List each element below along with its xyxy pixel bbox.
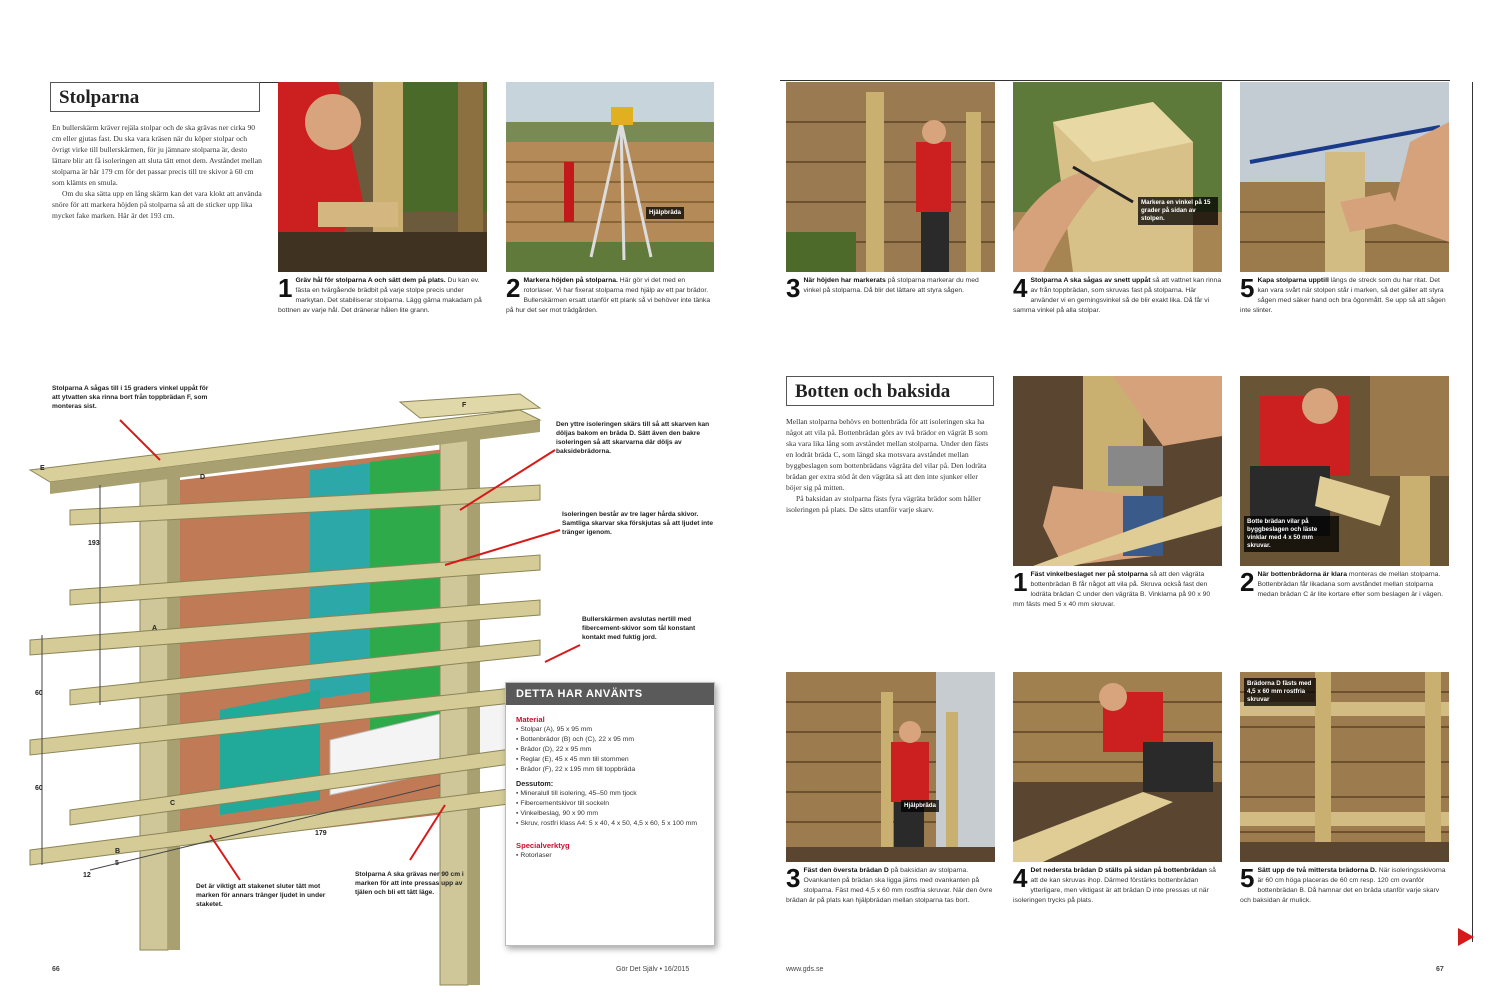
photo-bot-3-label: Brädorna D fästs med 4,5 x 60 mm rostfria skruvar bbox=[1244, 678, 1316, 706]
callout-insulation-layers: Isoleringen består av tre lager hårda skivor. Samtliga skarvar ska förskjutas så att ljudet inte tränger igenom. bbox=[562, 511, 713, 536]
step-text: När isoleringsskivorna är 60 cm höga placeras de 60 cm resp. 120 cm ovanför bottenbrädan B. Då hamnar det en bräda utanför varje skarv och baksidan är mulick. bbox=[1240, 867, 1446, 904]
photo-marking-angle bbox=[786, 82, 995, 272]
label-d: D bbox=[200, 474, 206, 481]
list-item: ▪ Rotorlaser bbox=[516, 851, 704, 861]
list-item: ▪ Skruv, rostfri klass A4: 5 x 40, 4 x 50, 4,5 x 60, 5 x 100 mm bbox=[516, 819, 704, 829]
step-text: så att vattnet kan rinna av från toppbrädan, som skruvas fast på stolparna. Här använder vi en gerningsvinkel så de blir exakt lika. Då får vi samma vinkel på alla stolpar. bbox=[1013, 277, 1222, 314]
photo-2-label: Hjälpbräda bbox=[646, 207, 684, 219]
step-bold: Markera höjden på stolparna. bbox=[523, 277, 618, 284]
callout-ground-seal: Det är viktigt att stakenet sluter tätt mot marken för annars tränger ljudet in under staketet. bbox=[196, 883, 326, 908]
page-number-right: 67 bbox=[1436, 966, 1444, 973]
intro-paragraph bbox=[52, 122, 262, 221]
callout-post-depth: Stolparna A ska grävas ner 90 cm i marken för att inte pressas upp av tjälen och bli ett tätt läge. bbox=[355, 871, 464, 896]
step-number: 1 bbox=[278, 273, 293, 303]
step-3-caption-top bbox=[786, 273, 996, 303]
dim-60-top: 60 bbox=[35, 690, 43, 697]
step-2-caption-mid bbox=[1240, 567, 1450, 600]
step-text: Här gör vi det med en rotorlaser. Vi har fixerat stolparna med hjälp av ett par brädor. Bullerskärmen ersatt utanför ett plank så vi behöver inte tänka på hur det ser mot trädgården. bbox=[506, 277, 711, 314]
dessutom-list bbox=[516, 789, 704, 829]
section-title-stolparna: Stolparna bbox=[50, 82, 260, 112]
step-5-caption-top bbox=[1240, 273, 1450, 316]
photo-top-board-back bbox=[786, 672, 995, 862]
next-page-arrow-icon[interactable] bbox=[1458, 928, 1474, 946]
label-f: F bbox=[462, 402, 467, 409]
photo-post-top-closeup bbox=[1013, 82, 1222, 272]
step-number: 3 bbox=[786, 863, 801, 893]
materials-box bbox=[505, 682, 715, 946]
special-list bbox=[516, 851, 704, 861]
dessutom-heading: Dessutom: bbox=[516, 779, 554, 788]
list-item: ▪ Bottenbrädor (B) och (C), 22 x 95 mm bbox=[516, 735, 704, 745]
step-number: 2 bbox=[506, 273, 521, 303]
title-rule bbox=[260, 82, 280, 83]
step-bold: Sätt upp de två mittersta brädorna D. bbox=[1257, 867, 1377, 874]
step-number: 1 bbox=[1013, 567, 1028, 597]
step-bold: När höjden har markerats bbox=[803, 277, 886, 284]
section-title-botten: Botten och baksida bbox=[786, 376, 994, 406]
page-number-left: 66 bbox=[52, 966, 60, 973]
botten-paragraph bbox=[786, 416, 994, 515]
step-text: så att den vägräta bottenbrädan B får något att vila på. Skruva också fast den lodräta brädan C under den vägräta B. Vinklarna på 90 x 90 mm fästs med 5 x 40 mm skruvar. bbox=[1013, 571, 1211, 608]
website-footer: www.gds.se bbox=[786, 966, 824, 973]
step-4-caption-top bbox=[1013, 273, 1223, 316]
dim-193: 193 bbox=[88, 540, 100, 547]
dim-5: 5 bbox=[115, 860, 119, 867]
list-item: ▪ Fibercementskivor till sockeln bbox=[516, 799, 704, 809]
botten-text: Mellan stolparna behövs en bottenbräda för att isoleringen ska ha något att vila på. Bottenbrädan görs av två brädor en vägrät B som ska vara lika lång som avståndet mellan stolparna. Under den fästs en lodrät bräda C, som längd ska motsvara avståndet mellan byggbeslagen som bottenbrädans vägräta del vilar på. Den lodräta brädan ger extra stöd åt den vägräta så att den inte sjunker eller böjer sig på mitten. bbox=[786, 417, 989, 492]
materials-box-header: DETTA HAR ANVÄNTS bbox=[506, 683, 714, 705]
photo-rotor-laser bbox=[506, 82, 714, 272]
step-5-caption-bot bbox=[1240, 863, 1450, 906]
step-text: så att de kan skruvas ihop. Därmed förstärks bottenbrädan ytterligare, men viktigast är att brädan D inte pressas ut när isoleringen trycks på plats. bbox=[1013, 867, 1216, 904]
photo-bottom-board bbox=[1240, 376, 1449, 566]
magazine-footer: Gör Det Själv • 16/2015 bbox=[616, 966, 690, 973]
list-item: ▪ Stolpar (A), 95 x 95 mm bbox=[516, 725, 704, 735]
top-rule-right bbox=[780, 80, 1450, 81]
step-1-caption-mid bbox=[1013, 567, 1223, 610]
step-bold: När bottenbrädorna är klara bbox=[1257, 571, 1347, 578]
step-3-caption-bot bbox=[786, 863, 996, 906]
special-heading: Specialverktyg bbox=[516, 841, 570, 850]
label-e: E bbox=[40, 465, 45, 472]
step-bold: Stolparna A ska sågas av snett uppåt bbox=[1030, 277, 1151, 284]
step-text: längs de streck som du har ritat. Det kan vara svårt när stolpen står i marken, så det gäller att styra sågen med säker hand och bra ögonmått. Se upp så att sågen inte slinter. bbox=[1240, 277, 1446, 314]
step-number: 5 bbox=[1240, 273, 1255, 303]
label-b: B bbox=[115, 848, 121, 855]
step-bold: Fäst vinkelbeslaget ner på stolparna bbox=[1030, 571, 1148, 578]
photo-4-label: Markera en vinkel på 15 grader på sidan av stolpen. bbox=[1138, 197, 1218, 225]
step-1-caption bbox=[278, 273, 488, 316]
list-item: ▪ Reglar (E), 45 x 45 mm till stommen bbox=[516, 755, 704, 765]
step-text: Du kan ev. fästa en tvärgående brädbit på varje stolpe precis under markytan. Det stabiliserar stolparna. Lägg gärna makadam på bottnen av varje hål. Det dränerar hålen lite grann. bbox=[278, 277, 482, 314]
photo-bot-1-label: Hjälpbräda bbox=[901, 800, 939, 812]
step-bold: Kapa stolparna upptill bbox=[1257, 277, 1329, 284]
dim-60-bottom: 60 bbox=[35, 785, 43, 792]
step-4-caption-bot bbox=[1013, 863, 1223, 906]
photo-sawing-post bbox=[1240, 82, 1449, 272]
step-number: 3 bbox=[786, 273, 801, 303]
step-number: 2 bbox=[1240, 567, 1255, 597]
list-item: ▪ Brädor (D), 22 x 95 mm bbox=[516, 745, 704, 755]
callout-outer-insulation: Den yttre isoleringen skärs till så att skarven kan döljas bakom en bräda D. Sätt även den bakre isoleringen så att skarvarna där döljs av baksidebrädorna. bbox=[556, 421, 710, 455]
dim-179: 179 bbox=[315, 830, 327, 837]
step-bold: Fäst den översta brädan D bbox=[803, 867, 889, 874]
right-side-rule bbox=[1472, 82, 1473, 942]
callout-post-angle: Stolparna A sågas till i 15 graders vinkel uppåt för att ytvatten ska rinna bort från toppbrädan F, som monteras sist. bbox=[52, 385, 209, 410]
step-2-caption bbox=[506, 273, 716, 316]
list-item: ▪ Mineralull till isolering, 45–50 mm tjock bbox=[516, 789, 704, 799]
step-bold: Det nedersta brädan D ställs på sidan på bottenbrädan bbox=[1030, 867, 1207, 874]
photo-digging-hole bbox=[278, 82, 487, 272]
photo-drilling-bracket bbox=[1013, 376, 1222, 566]
photo-mid-2-label: Botte brädan vilar på byggbeslagen och läste vinklar med 4 x 50 mm skruvar. bbox=[1244, 516, 1339, 552]
callout-fibercement: Bullerskärmen avslutas nertill med fibercement-skivor som tål konstant kontakt med fuktig jord. bbox=[582, 616, 696, 641]
photo-middle-boards bbox=[1240, 672, 1449, 862]
step-number: 4 bbox=[1013, 863, 1028, 893]
intro-text: En bullerskärm kräver rejäla stolpar och de ska grävas ner cirka 90 cm eller gjutas fast. Du ska vara kräsen när du köper stolpar och övrigt virke till bullerskärmen, för ju jämnare stolparna är, desto lättare blir att få isoleringen att sluta tätt emot dem. Avståndet mellan stolparna är här 179 cm för det passar precis till tre skivor à 60 cm som klämts en smula. bbox=[52, 123, 262, 187]
material-list bbox=[516, 725, 704, 775]
list-item: ▪ Vinkelbeslag, 90 x 90 mm bbox=[516, 809, 704, 819]
dim-12: 12 bbox=[83, 872, 91, 879]
step-number: 4 bbox=[1013, 273, 1028, 303]
step-text: monteras de mellan stolparna. Bottenbrädan får likadana som avståndet mellan stolparna medan brädan C är lite kortare efter som beslagen är i vägen. bbox=[1257, 571, 1443, 598]
list-item: ▪ Brädor (F), 22 x 195 mm till toppbräda bbox=[516, 765, 704, 775]
step-text: på baksidan av stolparna. Ovankanten på brädan ska ligga jäms med ovankanten på stolparna. Fäst med 4,5 x 60 mm rostfria skruvar. När den övre brädan är på plats kan hjälpbrädan mellan stolparna tas bort. bbox=[786, 867, 993, 904]
step-bold: Gräv hål för stolparna A och sätt dem på plats. bbox=[295, 277, 446, 284]
label-c: C bbox=[170, 800, 176, 807]
material-heading: Material bbox=[516, 715, 545, 724]
intro-text-2: Om du ska sätta upp en lång skärm kan det vara klokt att använda snöre för att markera höjden på stolparna så att de sticker upp lika mycket fake marken. Här är det 193 cm. bbox=[52, 189, 262, 220]
step-number: 5 bbox=[1240, 863, 1255, 893]
photo-lowest-board bbox=[1013, 672, 1222, 862]
step-text: på stolparna markerar du med vinkel på stolparna. Då blir det lättare att styra sågen. bbox=[803, 277, 979, 294]
botten-text-2: På baksidan av stolparna fästs fyra vägräta brädor som håller isoleringen på plats. De sätts utanför varje skarv. bbox=[786, 494, 981, 514]
label-a: A bbox=[152, 625, 158, 632]
